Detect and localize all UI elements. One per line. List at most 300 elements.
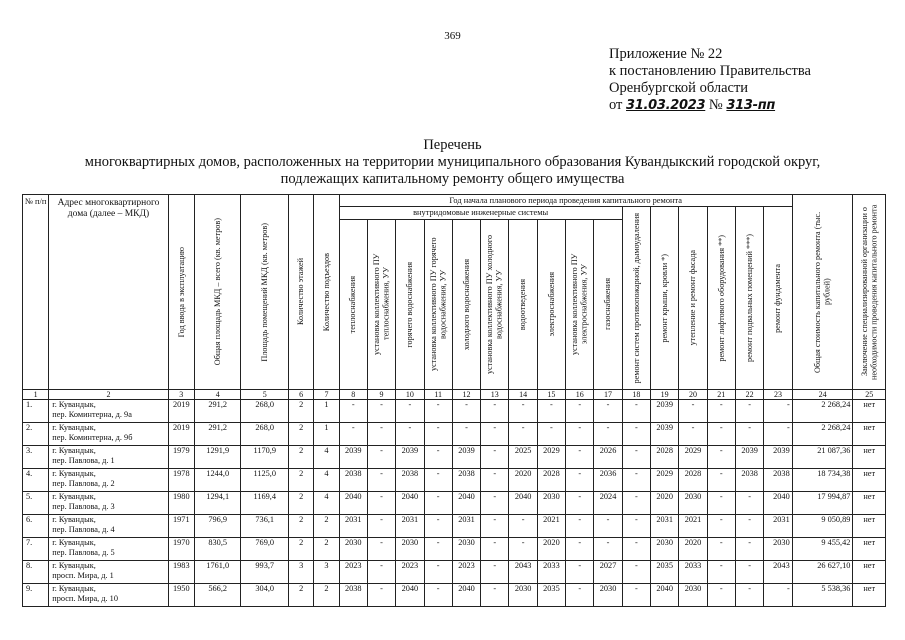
row-number: 9.	[23, 584, 49, 607]
number-prefix: №	[708, 97, 723, 113]
column-number: 18	[622, 390, 650, 400]
table-cell: 2023	[396, 561, 424, 584]
table-cell: 2040	[764, 492, 792, 515]
table-cell: 736,1	[241, 515, 289, 538]
column-number: 23	[764, 390, 792, 400]
table-cell: 2030	[651, 538, 679, 561]
table-cell: -	[707, 538, 735, 561]
table-cell: -	[396, 400, 424, 423]
table-cell: 2028	[537, 469, 565, 492]
address-city: г. Кувандык,	[52, 400, 96, 409]
table-cell: 1125,0	[241, 469, 289, 492]
row-number: 2.	[23, 423, 49, 446]
column-number: 17	[594, 390, 622, 400]
table-row	[23, 584, 886, 607]
address-city: г. Кувандык,	[52, 446, 96, 455]
table-row	[23, 561, 886, 584]
table-cell: нет	[853, 469, 886, 492]
table-cell: 2	[314, 515, 339, 538]
table-cell: 1950	[168, 584, 194, 607]
address-city: г. Кувандык,	[52, 423, 96, 432]
column-number: 10	[396, 390, 424, 400]
table-cell: 1979	[168, 446, 194, 469]
page-number: 369	[444, 30, 461, 42]
table-cell: 2030	[679, 584, 707, 607]
table-cell: 3	[314, 561, 339, 584]
table-cell: 1170,9	[241, 446, 289, 469]
address-street: пер. Коминтерна, д. 9а	[52, 409, 132, 419]
table-cell: 2039	[339, 446, 367, 469]
table-cell: 2040	[509, 492, 537, 515]
table-cell: -	[424, 492, 452, 515]
table-cell: 9 455,42	[792, 538, 853, 561]
table-cell: -	[679, 400, 707, 423]
table-cell: -	[481, 538, 509, 561]
table-cell: 1169,4	[241, 492, 289, 515]
table-cell: -	[622, 446, 650, 469]
table-row	[23, 446, 886, 469]
table-cell: 2038	[396, 469, 424, 492]
table-cell: -	[764, 423, 792, 446]
table-row	[23, 423, 886, 446]
table-cell: -	[367, 561, 395, 584]
table-cell: 2029	[537, 446, 565, 469]
address-street: пер. Павлова, д. 3	[52, 501, 115, 511]
table-cell: -	[424, 423, 452, 446]
header-system-3: горячего водоснабжения	[396, 219, 424, 389]
table-cell: 2027	[594, 561, 622, 584]
table-cell: 2020	[509, 469, 537, 492]
table-cell: 566,2	[194, 584, 241, 607]
table-cell: -	[537, 423, 565, 446]
table-cell: 2020	[679, 538, 707, 561]
decree-number: 313-пп	[726, 98, 776, 113]
table-cell: -	[509, 515, 537, 538]
table-cell: -	[735, 400, 763, 423]
table-cell: 268,0	[241, 400, 289, 423]
table-cell: -	[622, 400, 650, 423]
table-cell: 1294,1	[194, 492, 241, 515]
title-line-1: Перечень	[423, 137, 482, 153]
table-cell: -	[367, 515, 395, 538]
column-number: 5	[241, 390, 289, 400]
appendix-line-3: Оренбургской области	[609, 80, 749, 96]
table-cell: 2031	[396, 515, 424, 538]
table-cell: 2038	[452, 469, 480, 492]
table-cell: 2020	[537, 538, 565, 561]
table-cell: -	[566, 400, 594, 423]
table-cell: 1244,0	[194, 469, 241, 492]
table-cell: 268,0	[241, 423, 289, 446]
table-cell: 2031	[764, 515, 792, 538]
table-cell: 2030	[764, 538, 792, 561]
table-cell: -	[707, 400, 735, 423]
header-total-area: Общая площадь МКД – всего (кв. метров)	[194, 195, 241, 390]
table-cell: -	[452, 400, 480, 423]
table-cell: нет	[853, 423, 886, 446]
table-cell: 3	[289, 561, 314, 584]
column-number: 8	[339, 390, 367, 400]
header-roof: ремонт крыши, кровли *)	[651, 207, 679, 390]
table-cell: 2040	[452, 492, 480, 515]
table-cell: 26 627,10	[792, 561, 853, 584]
table-cell: -	[339, 400, 367, 423]
table-cell: -	[594, 515, 622, 538]
table-cell: 796,9	[194, 515, 241, 538]
column-number: 3	[168, 390, 194, 400]
table-cell: -	[481, 515, 509, 538]
row-address	[49, 561, 168, 584]
column-number: 20	[679, 390, 707, 400]
table-cell: 1978	[168, 469, 194, 492]
address-city: г. Кувандык,	[52, 538, 96, 547]
table-cell: 2	[289, 538, 314, 561]
row-number: 6.	[23, 515, 49, 538]
table-cell: -	[481, 400, 509, 423]
table-cell: 21 087,36	[792, 446, 853, 469]
table-cell: -	[367, 584, 395, 607]
table-cell: 2040	[396, 492, 424, 515]
table-cell: 17 994,87	[792, 492, 853, 515]
column-number: 4	[194, 390, 241, 400]
from-prefix: от	[609, 97, 623, 113]
table-cell: 2021	[679, 515, 707, 538]
table-cell: -	[707, 561, 735, 584]
row-number: 4.	[23, 469, 49, 492]
table-cell: 830,5	[194, 538, 241, 561]
header-address: Адрес многоквартирного дома (далее – МКД)	[49, 195, 168, 390]
table-cell: 2021	[537, 515, 565, 538]
table-cell: 2039	[396, 446, 424, 469]
table-cell: -	[481, 423, 509, 446]
column-number: 11	[424, 390, 452, 400]
table-cell: 2023	[339, 561, 367, 584]
header-system-1: теплоснабжения	[339, 219, 367, 389]
table-cell: 2026	[594, 446, 622, 469]
address-street: пер. Павлова, д. 1	[52, 455, 115, 465]
table-cell: -	[566, 538, 594, 561]
table-cell: 2	[289, 423, 314, 446]
table-cell: 2	[289, 515, 314, 538]
column-number: 2	[49, 390, 168, 400]
header-system-2: установка коллективного ПУ теплоснабжения, УУ	[367, 219, 395, 389]
header-elevator: ремонт лифтового оборудования **)	[707, 207, 735, 390]
table-cell: -	[707, 469, 735, 492]
table-cell: 2039	[452, 446, 480, 469]
table-row	[23, 469, 886, 492]
title-line-2: многоквартирных домов, расположенных на территории муниципального образования Кувандыкский городской округ,	[84, 154, 821, 170]
column-number: 19	[651, 390, 679, 400]
table-cell: 993,7	[241, 561, 289, 584]
table-cell: 2030	[396, 538, 424, 561]
header-year: Год ввода в эксплуатацию	[168, 195, 194, 390]
table-cell: 2030	[509, 584, 537, 607]
table-cell: -	[566, 584, 594, 607]
header-system-4: установка коллективного ПУ горячего водоснабжения, УУ	[424, 219, 452, 389]
table-cell: 1	[314, 423, 339, 446]
table-cell: 2030	[679, 492, 707, 515]
table-cell: 2038	[735, 469, 763, 492]
table-cell: 2023	[452, 561, 480, 584]
header-period-group: Год начала планового периода проведения капитального ремонта	[339, 195, 792, 207]
table-cell: нет	[853, 584, 886, 607]
row-address	[49, 469, 168, 492]
row-number: 3.	[23, 446, 49, 469]
table-cell: -	[594, 400, 622, 423]
header-conclusion: Заключение специализированной организации о необходимости проведения капитального ремонта	[853, 195, 886, 390]
table-cell: -	[481, 492, 509, 515]
appendix-block	[609, 46, 811, 114]
table-row	[23, 400, 886, 423]
address-street: просп. Мира, д. 10	[52, 593, 118, 603]
table-cell: 2024	[594, 492, 622, 515]
table-cell: -	[707, 446, 735, 469]
row-address	[49, 492, 168, 515]
table-cell: -	[424, 446, 452, 469]
appendix-line-2: к постановлению Правительства	[609, 63, 811, 79]
table-cell: 291,2	[194, 423, 241, 446]
table-cell: 1983	[168, 561, 194, 584]
table-cell: -	[367, 423, 395, 446]
table-cell: 4	[314, 469, 339, 492]
table-cell: -	[367, 446, 395, 469]
table-cell: 2043	[764, 561, 792, 584]
header-system-5: холодного водоснабжения	[452, 219, 480, 389]
column-number: 25	[853, 390, 886, 400]
table-cell: нет	[853, 538, 886, 561]
table-cell: нет	[853, 400, 886, 423]
header-premises-area: Площадь помещений МКД (кв. метров)	[241, 195, 289, 390]
column-number: 22	[735, 390, 763, 400]
table-cell: 2039	[651, 423, 679, 446]
row-number: 5.	[23, 492, 49, 515]
table-cell: 1970	[168, 538, 194, 561]
address-street: пер. Павлова, д. 4	[52, 524, 115, 534]
table-cell: -	[537, 400, 565, 423]
decree-date: 31.03.2023	[626, 98, 706, 113]
table-cell: 2	[289, 469, 314, 492]
address-city: г. Кувандык,	[52, 469, 96, 478]
table-cell: 2020	[651, 492, 679, 515]
header-num: № п/п	[23, 195, 49, 390]
table-cell: 2031	[651, 515, 679, 538]
table-cell: 2	[289, 400, 314, 423]
table-cell: нет	[853, 561, 886, 584]
table-cell: 2040	[396, 584, 424, 607]
table-cell: 5 538,36	[792, 584, 853, 607]
table-cell: 2	[289, 584, 314, 607]
table-cell: -	[707, 423, 735, 446]
column-number: 7	[314, 390, 339, 400]
table-cell: 2040	[651, 584, 679, 607]
table-row	[23, 538, 886, 561]
table-cell: 2 268,24	[792, 423, 853, 446]
address-street: пер. Павлова, д. 5	[52, 547, 115, 557]
table-cell: 2038	[339, 469, 367, 492]
header-facade: утепление и ремонт фасада	[679, 207, 707, 390]
table-cell: 2	[314, 584, 339, 607]
header-system-6: установка коллективного ПУ холодного водоснабжения, УУ	[481, 219, 509, 389]
table-cell: -	[622, 584, 650, 607]
table-cell: 2028	[679, 469, 707, 492]
table-cell: 2019	[168, 423, 194, 446]
table-cell: 1761,0	[194, 561, 241, 584]
address-city: г. Кувандык,	[52, 584, 96, 593]
table-cell: 9 050,89	[792, 515, 853, 538]
header-fire-systems: ремонт систем противопожарной, дымоудаления	[622, 207, 650, 390]
table-cell: 304,0	[241, 584, 289, 607]
appendix-date-line	[609, 97, 811, 114]
row-address	[49, 400, 168, 423]
row-address	[49, 538, 168, 561]
table-cell: -	[367, 469, 395, 492]
table-cell: 2033	[537, 561, 565, 584]
table-cell: -	[367, 492, 395, 515]
table-cell: -	[679, 423, 707, 446]
table-cell: -	[424, 400, 452, 423]
table-cell: 2	[314, 538, 339, 561]
header-system-7: водоотведения	[509, 219, 537, 389]
table-cell: -	[424, 469, 452, 492]
table-cell: -	[566, 469, 594, 492]
table-cell: -	[481, 469, 509, 492]
header-system-10: газоснабжения	[594, 219, 622, 389]
column-number: 9	[367, 390, 395, 400]
table-cell: -	[424, 538, 452, 561]
table-cell: -	[735, 492, 763, 515]
row-address	[49, 584, 168, 607]
table-cell: 4	[314, 446, 339, 469]
table-cell: -	[594, 423, 622, 446]
table-cell: -	[594, 538, 622, 561]
table-cell: 18 734,38	[792, 469, 853, 492]
address-street: просп. Мира, д. 1	[52, 570, 114, 580]
column-number: 21	[707, 390, 735, 400]
table-cell: -	[622, 469, 650, 492]
column-number: 24	[792, 390, 853, 400]
table-cell: -	[735, 538, 763, 561]
table-cell: 2030	[537, 492, 565, 515]
table-cell: 1	[314, 400, 339, 423]
table-cell: 2035	[651, 561, 679, 584]
table-cell: -	[424, 584, 452, 607]
header-system-8: электроснабжения	[537, 219, 565, 389]
table-cell: 2030	[339, 538, 367, 561]
address-city: г. Кувандык,	[52, 561, 96, 570]
table-cell: нет	[853, 515, 886, 538]
address-street: пер. Коминтерна, д. 9б	[52, 432, 133, 442]
column-number: 13	[481, 390, 509, 400]
column-number: 15	[537, 390, 565, 400]
column-number: 14	[509, 390, 537, 400]
table-cell: -	[509, 423, 537, 446]
table-cell: 2029	[651, 469, 679, 492]
table-cell: -	[339, 423, 367, 446]
table-cell: -	[509, 538, 537, 561]
column-number: 16	[566, 390, 594, 400]
table-cell: 2025	[509, 446, 537, 469]
table-cell: 2038	[764, 469, 792, 492]
table-cell: -	[764, 584, 792, 607]
table-cell: -	[452, 423, 480, 446]
table-cell: 2029	[679, 446, 707, 469]
header-engineering-group: внутридомовые инженерные системы	[339, 207, 622, 220]
table-cell: -	[566, 492, 594, 515]
table-cell: 291,2	[194, 400, 241, 423]
header-floors: Количество этажей	[289, 195, 314, 390]
table-cell: 2038	[339, 584, 367, 607]
table-row	[23, 492, 886, 515]
table-cell: -	[735, 561, 763, 584]
column-number: 1	[23, 390, 49, 400]
table-cell: 2039	[764, 446, 792, 469]
column-number: 12	[452, 390, 480, 400]
table-cell: -	[481, 446, 509, 469]
register-table	[22, 194, 886, 607]
table-cell: 769,0	[241, 538, 289, 561]
row-number: 1.	[23, 400, 49, 423]
header-entrances: Количество подъездов	[314, 195, 339, 390]
table-cell: 2033	[679, 561, 707, 584]
row-number: 7.	[23, 538, 49, 561]
table-cell: 1971	[168, 515, 194, 538]
table-cell: -	[566, 561, 594, 584]
header-total-cost: Общая стоимость капитального ремонта (тыс. рублей)	[792, 195, 853, 390]
table-cell: -	[622, 561, 650, 584]
table-cell: -	[622, 492, 650, 515]
table-cell: 2040	[339, 492, 367, 515]
table-cell: 1980	[168, 492, 194, 515]
table-cell: 1291,9	[194, 446, 241, 469]
title-line-3: подлежащих капитальному ремонту общего имущества	[280, 171, 625, 187]
table-cell: 2028	[651, 446, 679, 469]
address-city: г. Кувандык,	[52, 492, 96, 501]
table-cell: 2039	[735, 446, 763, 469]
table-cell: -	[509, 400, 537, 423]
table-cell: -	[622, 423, 650, 446]
row-address	[49, 423, 168, 446]
table-cell: 2	[289, 492, 314, 515]
column-number: 6	[289, 390, 314, 400]
table-row	[23, 515, 886, 538]
table-cell: 4	[314, 492, 339, 515]
header-basement: ремонт подвальных помещений ***)	[735, 207, 763, 390]
table-cell: -	[424, 515, 452, 538]
table-cell: -	[367, 400, 395, 423]
table-cell: нет	[853, 446, 886, 469]
row-number: 8.	[23, 561, 49, 584]
table-cell: -	[707, 492, 735, 515]
table-cell: -	[481, 584, 509, 607]
table-cell: -	[566, 446, 594, 469]
table-cell: 2030	[594, 584, 622, 607]
table-cell: -	[566, 423, 594, 446]
table-cell: -	[622, 538, 650, 561]
row-address	[49, 446, 168, 469]
table-cell: 2031	[452, 515, 480, 538]
table-cell: 2	[289, 446, 314, 469]
header-system-9: установка коллективного ПУ электроснабжения, УУ	[566, 219, 594, 389]
table-cell: 2040	[452, 584, 480, 607]
table-cell: -	[735, 515, 763, 538]
table-cell: -	[481, 561, 509, 584]
table-cell: 2039	[651, 400, 679, 423]
header-foundation: ремонт фундамента	[764, 207, 792, 390]
table-cell: -	[396, 423, 424, 446]
table-cell: 2019	[168, 400, 194, 423]
table-cell: -	[707, 584, 735, 607]
row-address	[49, 515, 168, 538]
